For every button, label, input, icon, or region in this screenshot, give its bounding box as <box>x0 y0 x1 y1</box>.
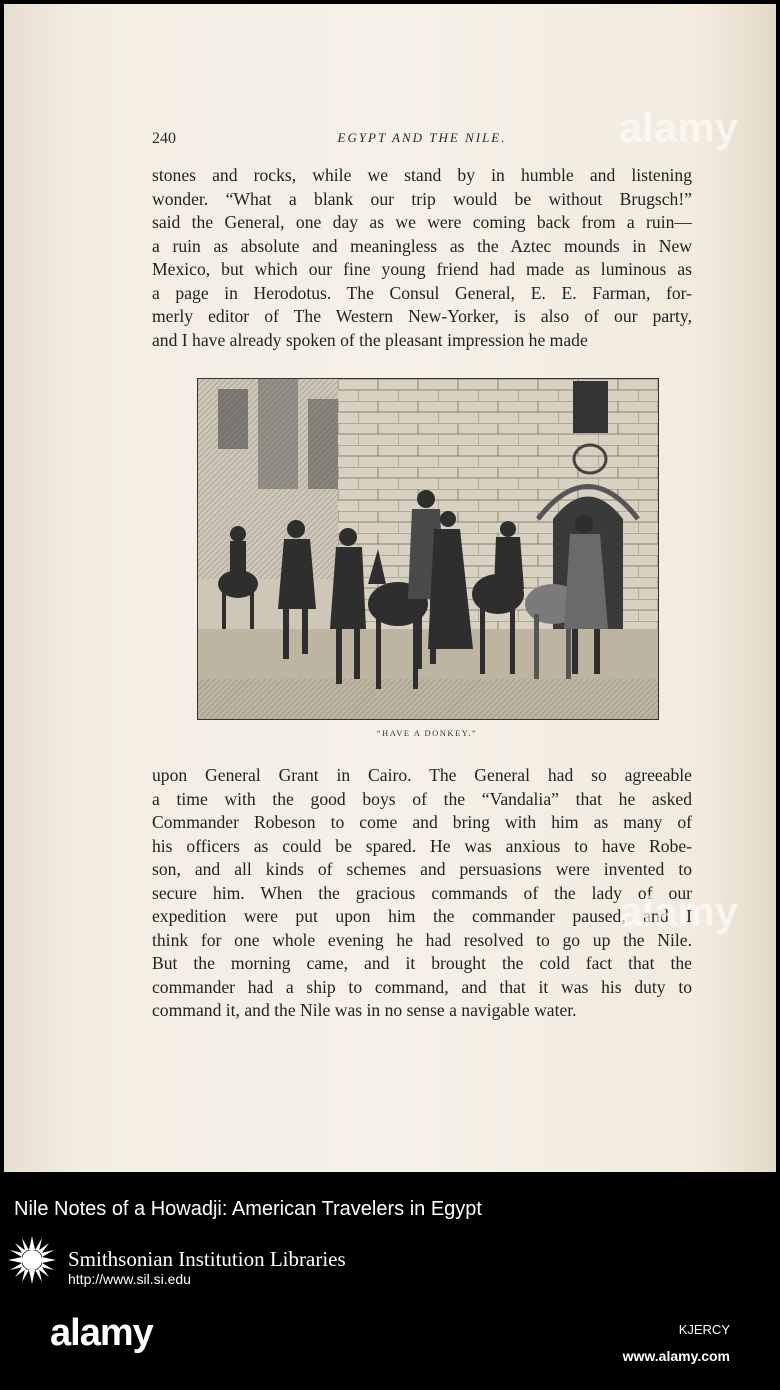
running-title: EGYPT AND THE NILE. <box>337 130 507 145</box>
institution-name: Smithsonian Institution Libraries <box>68 1247 346 1271</box>
text-line: upon General Grant in Cairo. The General had so agreeable <box>152 765 692 785</box>
text-line: But the morning came, and it brought the cold fact that the <box>152 953 692 973</box>
text-line: commander had a ship to command, and that it was his duty to <box>152 976 692 997</box>
stock-image-id: KJERCY <box>678 1322 730 1337</box>
page-number: 240 <box>152 130 176 147</box>
footer-banner <box>0 1172 780 1390</box>
alamy-watermark: alamy <box>618 888 738 935</box>
text-line: his officers as could be spared. He was anxious to have Robe- <box>152 835 692 856</box>
page-header <box>152 130 692 154</box>
text-line: a ruin as absolute and meaningless as the Aztec mounds in New <box>152 235 692 256</box>
text-line: merly editor of The Western New-Yorker, is also of our party, <box>152 306 692 326</box>
book-page <box>4 4 776 1172</box>
sunburst-icon <box>8 1236 56 1284</box>
text-line: son, and all kinds of schemes and persuasions were invented to <box>152 859 692 879</box>
body-text-top <box>152 164 692 352</box>
alamy-logo: alamy <box>50 1312 153 1354</box>
text-line: and I have already spoken of the pleasant impression he made <box>152 329 588 350</box>
body-text-bottom <box>152 764 692 1023</box>
text-line: secure him. When the gracious commands of the lady of our <box>152 882 692 903</box>
alamy-watermark: alamy <box>618 104 738 151</box>
text-line: think for one whole evening he had resolved to go up the Nile. <box>152 929 692 950</box>
text-line: Commander Robeson to come and bring with him as many of <box>152 812 692 832</box>
text-line: Mexico, but which our fine young friend had made as luminous as <box>152 259 692 279</box>
text-line: said the General, one day as we were coming back from a ruin— <box>152 212 692 232</box>
text-line: stones and rocks, while we stand by in humble and listening <box>152 165 692 185</box>
alamy-url[interactable]: www.alamy.com <box>622 1348 730 1364</box>
illustration-caption: “HAVE A DONKEY.” <box>376 728 478 738</box>
text-line: a page in Herodotus. The Consul General, E. E. Farman, for- <box>152 282 692 303</box>
text-line: wonder. “What a blank our trip would be without Brugsch!” <box>152 188 692 209</box>
engraving-illustration <box>197 378 659 720</box>
text-line: command it, and the Nile was in no sense a navigable water. <box>152 1000 577 1020</box>
collection-title: Nile Notes of a Howadji: American Travelers in Egypt <box>14 1198 482 1220</box>
text-line: a time with the good boys of the “Vandalia” that he asked <box>152 788 692 809</box>
text-line: expedition were put upon him the commander paused, and I <box>152 906 692 926</box>
street-scene-engraving <box>198 379 658 719</box>
institution-url[interactable]: http://www.sil.si.edu <box>68 1271 191 1287</box>
